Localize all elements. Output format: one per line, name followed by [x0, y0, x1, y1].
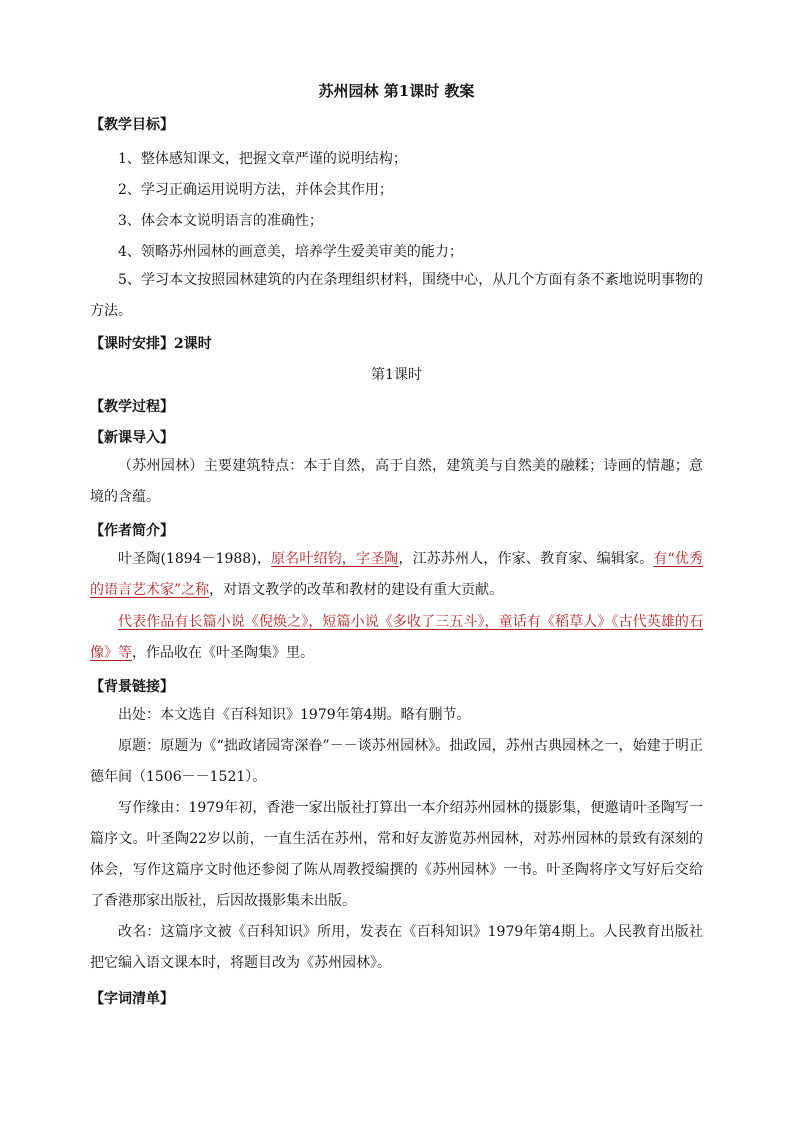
writing-reason-paragraph: 写作缘由：1979年初，香港一家出版社打算出一本介绍苏州园林的摄影集，便邀请叶圣陶写一篇序文。叶圣陶22岁以前，一直生活在苏州，常和好友游览苏州园林，对苏州园林的景致有深刻的体会，写作这篇序文时他还参阅了陈从周教授编撰的《苏州园林》一书。叶圣陶将序文写好后交给了香港那家出版社，后因故摄影集未出版。	[90, 800, 703, 909]
lesson-label: 第1课时	[371, 367, 422, 383]
intro-paragraph: （苏州园林）主要建筑特点：本于自然，高于自然，建筑美与自然美的融糅；诗画的情趣；意境的含蕴。	[90, 458, 703, 505]
author-birth: 叶圣陶(1894－1988)，	[118, 551, 271, 567]
author-paragraph-1	[90, 544, 703, 606]
rename-paragraph: 改名：这篇序文被《百科知识》所用，发表在《百科知识》1979年第4期上。人民教育出版社把它编入语文课本时，将题目改为《苏州园林》。	[90, 924, 703, 971]
objective-item-2: 2、学习正确运用说明方法，并体会其作用；	[118, 182, 393, 198]
objective-item-4: 4、领略苏州园林的画意美，培养学生爱美审美的能力；	[118, 244, 463, 260]
background-heading: 【背景链接】	[90, 679, 174, 695]
author-works: 代表作品有长篇小说《倪焕之》，短篇小说《多收了三五斗》，童话有《稻草人》《古代英雄的石像》等	[90, 614, 703, 661]
objective-item-1: 1、整体感知课文，把握文章严谨的说明结构；	[118, 151, 407, 167]
author-title-honor: 有“优秀的语言艺术家”之称	[90, 551, 704, 598]
vocab-heading: 【字词清单】	[90, 991, 174, 1007]
author-collection: ，作品收在《叶圣陶集》里。	[132, 645, 314, 661]
author-heading: 【作者简介】	[90, 523, 174, 539]
original-title-paragraph: 原题：原题为《“拙政诸园寄深眷”－－谈苏州园林》。拙政园，苏州古典园林之一，始建于明正德年间（1506－－1521）。	[90, 738, 703, 785]
author-contribution: ，对语文教学的改革和教材的建设有重大贡献。	[209, 582, 504, 598]
author-original-name: 原名叶绍钧，字圣陶	[271, 551, 399, 567]
intro-heading: 【新课导入】	[90, 430, 174, 446]
objective-item-5: 5、学习本文按照园林建筑的内在条理组织材料，围绕中心，从几个方面有条不紊地说明事物的方法。	[90, 272, 703, 319]
author-paragraph-2	[90, 607, 703, 669]
process-heading: 【教学过程】	[90, 399, 174, 415]
schedule-heading: 【课时安排】2课时	[90, 336, 212, 352]
document-title: 苏州园林 第1课时 教案	[318, 82, 475, 100]
objective-item-3: 3、体会本文说明语言的准确性；	[118, 213, 323, 229]
author-origin: ，江苏苏州人，作家、教育家、编辑家。	[398, 551, 654, 567]
source-paragraph: 出处：本文选自《百科知识》1979年第4期。略有删节。	[118, 707, 471, 723]
objectives-heading: 【教学目标】	[90, 117, 174, 133]
